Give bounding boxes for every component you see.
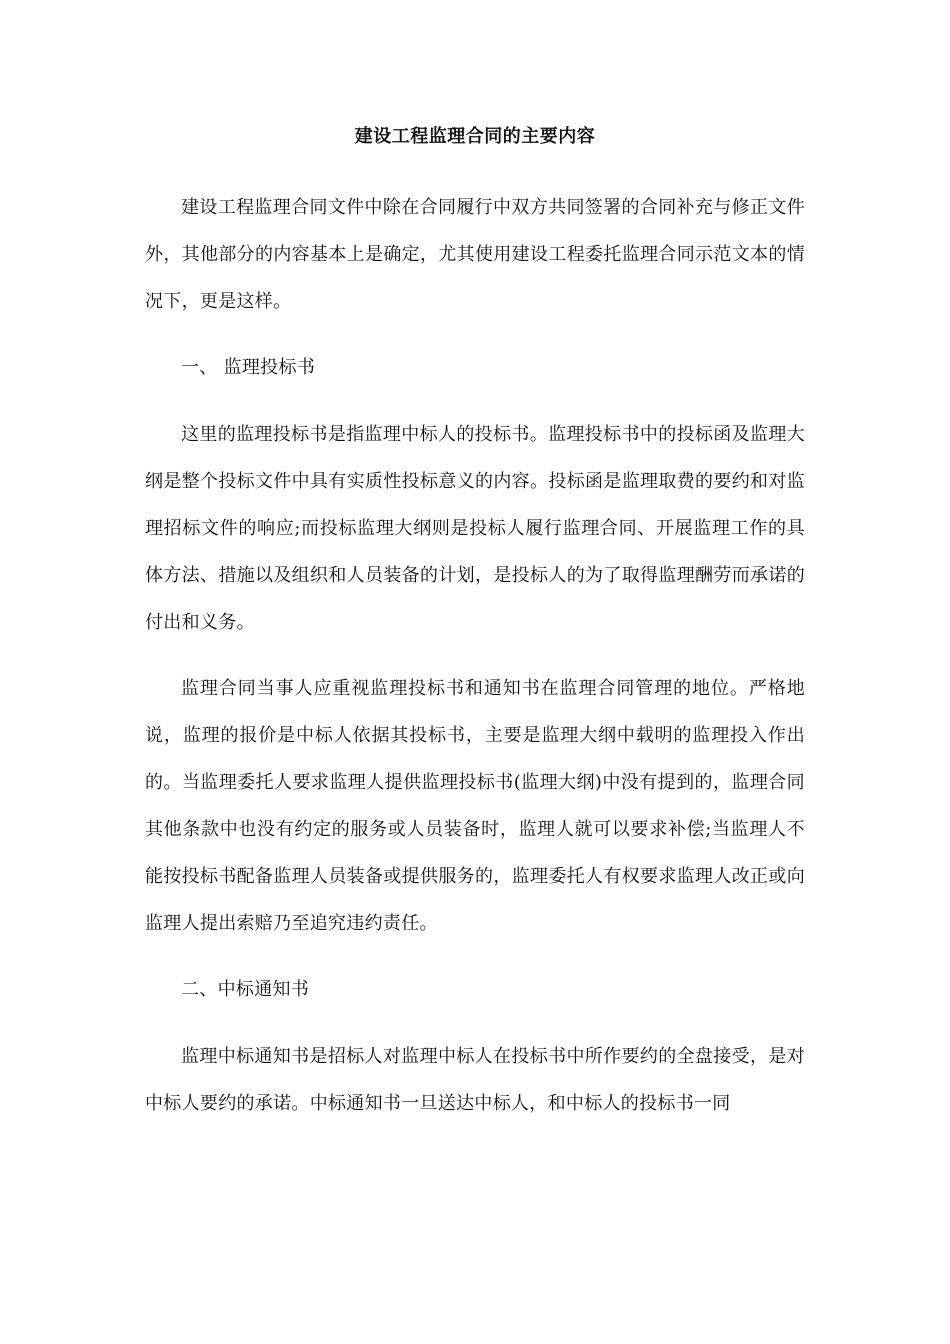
section-1-paragraph-1: 这里的监理投标书是指监理中标人的投标书。监理投标书中的投标函及监理大纲是整个投标文件中具有实质性投标意义的内容。投标函是监理取费的要约和对监理招标文件的响应;而投标监理大纲则是投标人履行监理合同、开展监理工作的具体方法、措施以及组织和人员装备的计划，是投标人的为了取得监理酬劳而承诺的付出和义务。 <box>145 424 805 633</box>
section-2-heading: 二、中标通知书 <box>181 979 310 1000</box>
section-1-heading: 一、 监理投标书 <box>181 357 316 378</box>
section-2-paragraph-1: 监理中标通知书是招标人对监理中标人在投标书中所作要约的全盘接受，是对中标人要约的承诺。中标通知书一旦送达中标人，和中标人的投标书一同 <box>145 1046 805 1114</box>
document-title: 建设工程监理合同的主要内容 <box>354 126 596 147</box>
section-1-paragraph-2: 监理合同当事人应重视监理投标书和通知书在监理合同管理的地位。严格地说，监理的报价是中标人依据其投标书，主要是监理大纲中载明的监理投入作出的。当监理委托人要求监理人提供监理投标书(监理大纲)中没有提到的，监理合同其他条款中也没有约定的服务或人员装备时，监理人就可以要求补偿;当监理人不能按投标书配备监理人员装备或提供服务的，监理委托人有权要求监理人改正或向监理人提出索赔乃至追究违约责任。 <box>145 678 805 934</box>
document-page <box>145 120 805 1146</box>
intro-paragraph: 建设工程监理合同文件中除在合同履行中双方共同签署的合同补充与修正文件外，其他部分的内容基本上是确定，尤其使用建设工程委托监理合同示范文本的情况下，更是这样。 <box>145 197 805 312</box>
